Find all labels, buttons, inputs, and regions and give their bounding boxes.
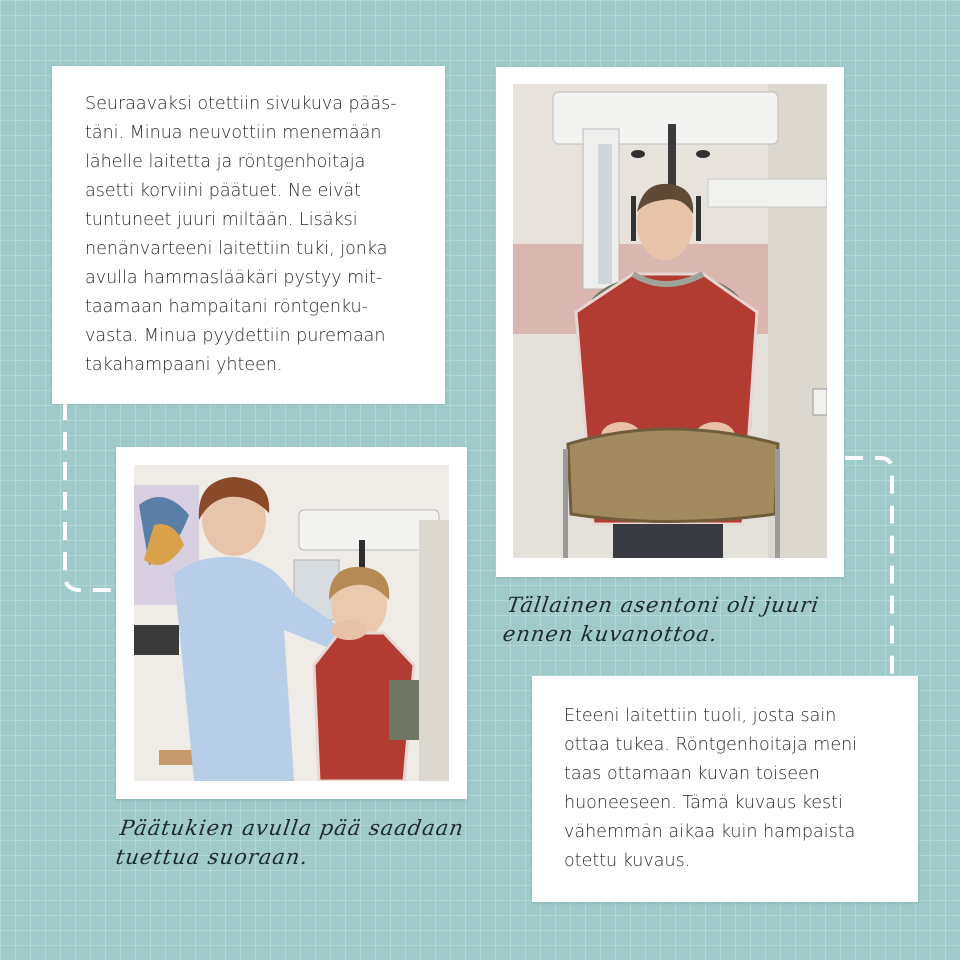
caption-line: Päätukien avulla pää saadaan (118, 816, 466, 840)
text-line: tuntuneet juuri miltään. Lisäksi (85, 210, 358, 230)
text-line: lähelle laitetta ja röntgenhoitaja (85, 152, 366, 172)
text-line: vähemmän aikaa kuin hampaista (564, 822, 856, 842)
caption-line: tuettua suoraan. (114, 845, 310, 869)
caption-line: ennen kuvanottoa. (501, 622, 720, 646)
text-line: avulla hammaslääkäri pystyy mit- (85, 268, 383, 288)
text-line: ottaa tukea. Röntgenhoitaja meni (564, 735, 858, 755)
text-line: täni. Minua neuvottiin menemään (85, 123, 382, 143)
text-line: vasta. Minua pyydettiin puremaan (85, 326, 386, 346)
caption-line: Tällainen asentoni oli juuri (505, 593, 821, 617)
text-line: taas ottamaan kuvan toiseen (564, 764, 820, 784)
photo-boy-standing (513, 84, 827, 558)
text-line: Seuraavaksi otettiin sivukuva pääs- (85, 94, 397, 114)
text-line: huoneeseen. Tämä kuvaus kesti (564, 793, 843, 813)
text-line: takahampaani yhteen. (85, 355, 283, 375)
caption-boy-standing (501, 591, 889, 649)
photo-nurse-adjusting (134, 465, 449, 781)
text-card-top-left (52, 66, 445, 404)
text-line: nenänvarteeni laitettiin tuki, jonka (85, 239, 388, 259)
photo-frame-nurse-adjusting (116, 447, 467, 799)
text-line: otettu kuvaus. (564, 851, 691, 871)
connector-line-left (55, 400, 125, 600)
text-line: asetti korviini päätuet. Ne eivät (85, 181, 362, 201)
text-line: Eteeni laitettiin tuoli, josta sain (564, 706, 837, 726)
photo-frame-boy-standing (496, 67, 844, 577)
connector-line-right (840, 450, 900, 685)
text-card-bottom-right (532, 676, 918, 902)
text-line: taamaan hampaitani röntgenku- (85, 297, 368, 317)
caption-nurse-adjusting (114, 814, 492, 872)
